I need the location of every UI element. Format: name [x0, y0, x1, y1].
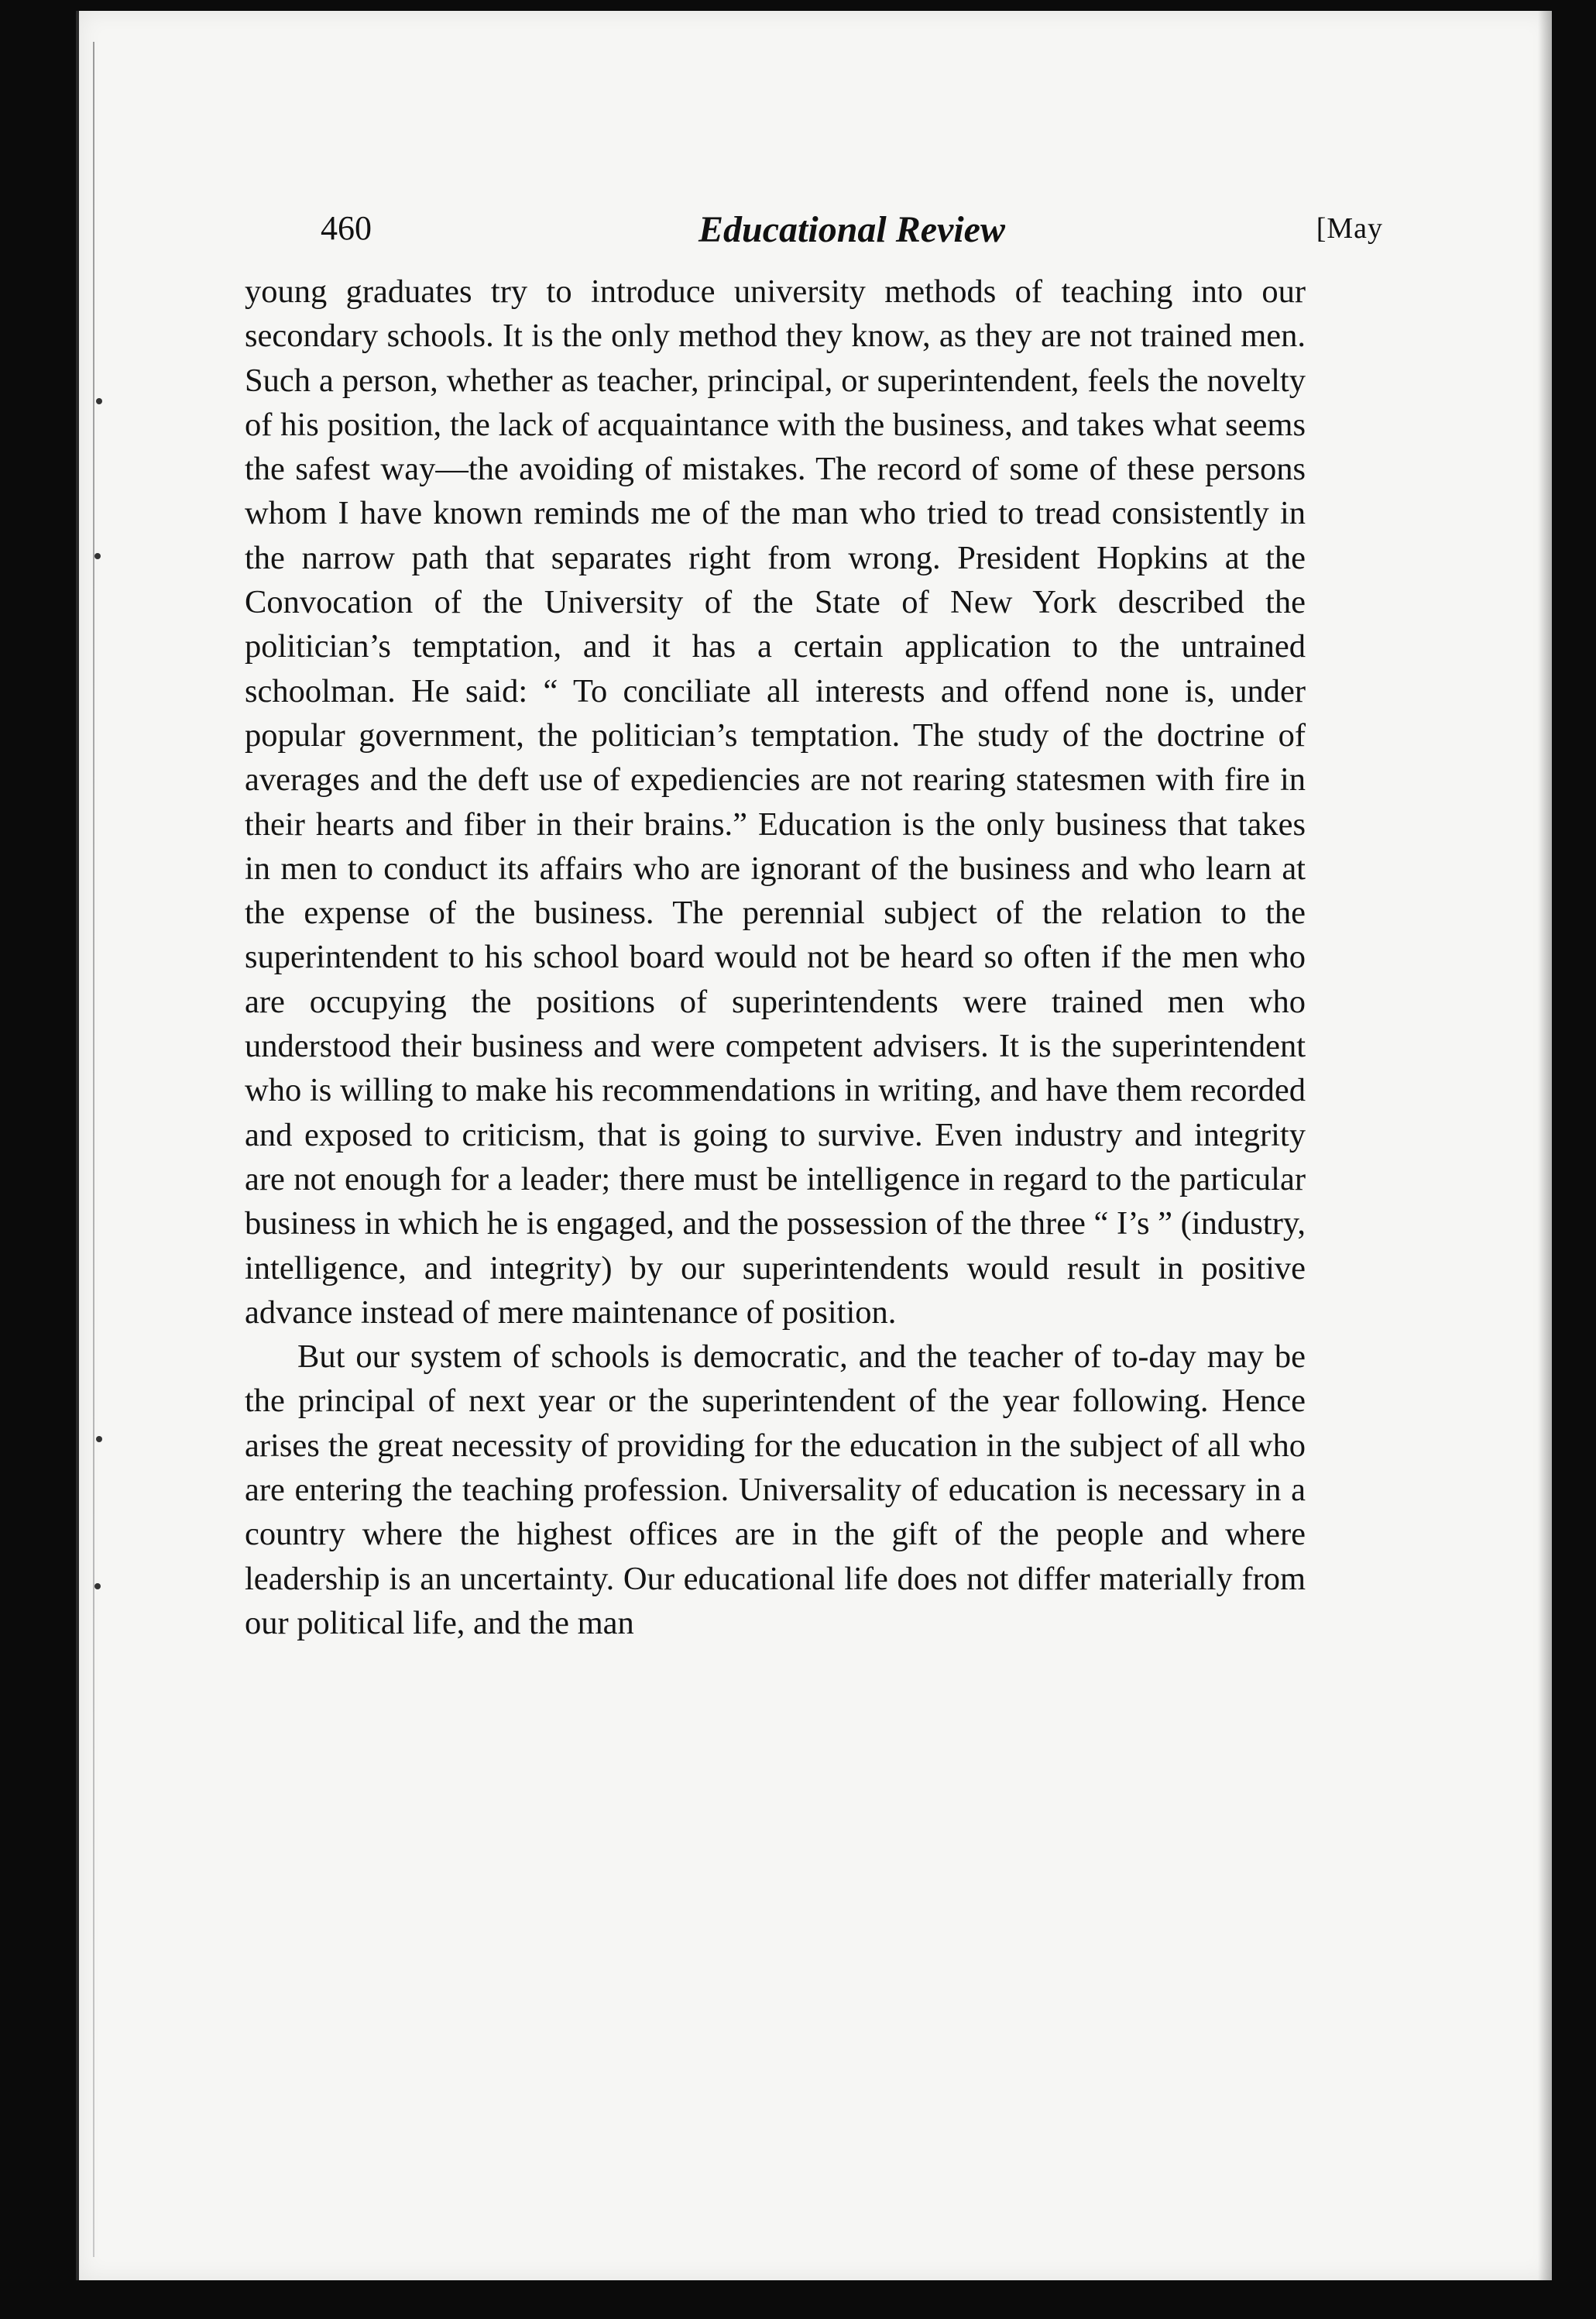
margin-mark	[96, 1436, 102, 1442]
running-header	[321, 208, 1383, 263]
article-body	[245, 270, 1306, 1645]
journal-title: Educational Review	[698, 209, 1005, 250]
page-edge-shadow	[1538, 11, 1552, 2280]
margin-mark	[94, 553, 101, 559]
margin-mark	[96, 398, 102, 404]
gutter-shadow	[93, 42, 94, 2257]
page-number: 460	[321, 209, 372, 247]
issue-month: [May	[1316, 212, 1383, 245]
paragraph: But our system of schools is democratic, and the teacher of to-day may be the principal of next year or the superintendent of the year following. Hence arises the great necessity of providing for the education in the subject of all who are entering the teaching profession. Universality of education is necessary in a country where the highest offices are in the gift of the people and where leadership is an uncertainty. Our educational life does not differ materially from our political life, and the man	[245, 1338, 1306, 1641]
paragraph: young graduates try to introduce university methods of teaching into our secondary schools. It is the only method they know, as they are not trained men. Such a person, whether as teacher, principal, or superintendent, feels the novelty of his position, the lack of acquaintance with the business, and takes what seems the safest way—the avoiding of mistakes. The record of some of these persons whom I have known reminds me of the man who tried to tread consistently in the narrow path that separates right from wrong. President Hopkins at the Convocation of the University of the State of New York described the politician’s temptation, and it has a certain application to the untrained schoolman. He said: “ To conciliate all interests and offend none is, under popular government, the politician’s temptation. The study of the doctrine of averages and the deft use of expediencies are not rearing statesmen with fire in their hearts and fiber in their brains.” Education is the only business that takes in men to conduct its affairs who are ignorant of the business and who learn at the expense of the business. The perennial subject of the relation to the superintendent to his school board would not be heard so often if the men who are occupying the positions of superintendents were trained men who understood their business and were competent advisers. It is the superintendent who is willing to make his recommendations in writing, and have them recorded and exposed to criticism, that is going to survive. Even industry and integrity are not enough for a leader; there must be intelligence in regard to the particular business in which he is engaged, and the possession of the three “ I’s ” (industry, intelligence, and integrity) by our superintendents would result in positive advance instead of mere maintenance of position.	[245, 273, 1306, 1331]
margin-mark	[94, 1583, 101, 1589]
